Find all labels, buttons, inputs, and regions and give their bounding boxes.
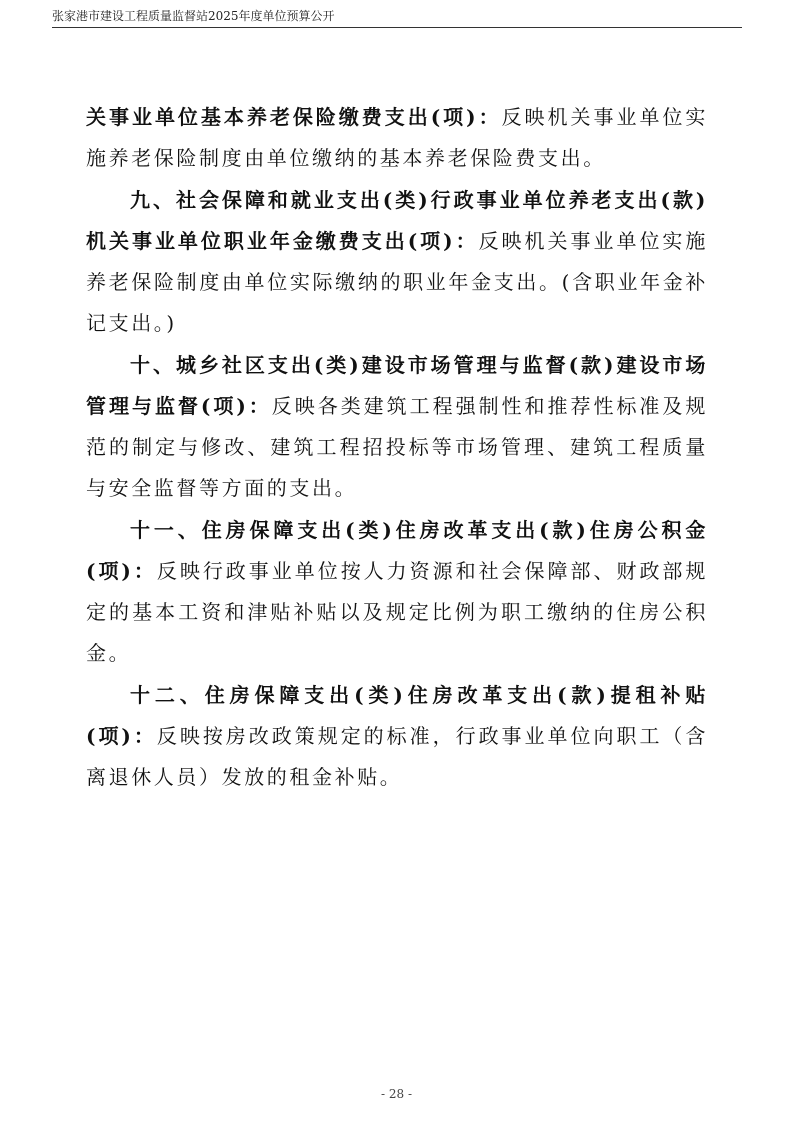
paragraph — [86, 180, 708, 344]
paragraph-heading: 十二、住房保障支出(类)住房改革支出(款)提租补贴(项)： — [86, 683, 708, 748]
paragraph-heading: 九、社会保障和就业支出(类)行政事业单位养老支出(款)机关事业单位职业年金缴费支出(项)： — [86, 188, 708, 253]
document-body — [86, 97, 708, 799]
paragraph — [86, 97, 708, 179]
paragraph-text: 反映按房改政策规定的标准，行政事业单位向职工（含离退休人员）发放的租金补贴。 — [86, 724, 709, 789]
paragraph — [86, 675, 708, 798]
page-header: 张家港市建设工程质量监督站2025年度单位预算公开 — [52, 9, 335, 23]
paragraph-text: 反映各类建筑工程强制性和推荐性标准及规范的制定与修改、建筑工程招投标等市场管理、建筑工程质量与安全监督等方面的支出。 — [86, 394, 708, 500]
paragraph-text: 反映机关事业单位实施养老保险制度由单位缴纳的基本养老保险费支出。 — [86, 105, 709, 170]
paragraph-text: 反映机关事业单位实施养老保险制度由单位实际缴纳的职业年金支出。(含职业年金补记支出。) — [86, 229, 708, 335]
paragraph-heading: 关事业单位基本养老保险缴费支出(项)： — [86, 105, 502, 129]
page-number: - 28 - — [380, 1087, 412, 1101]
paragraph-text: 反映行政事业单位按人力资源和社会保障部、财政部规定的基本工资和津贴补贴以及规定比例为职工缴纳的住房公积金。 — [86, 559, 709, 665]
paragraph-heading: 十一、住房保障支出(类)住房改革支出(款)住房公积金(项)： — [86, 518, 708, 583]
paragraph — [86, 345, 708, 509]
paragraph-heading: 十、城乡社区支出(类)建设市场管理与监督(款)建设市场管理与监督(项)： — [86, 353, 708, 418]
header-divider — [52, 27, 742, 28]
paragraph — [86, 510, 708, 674]
